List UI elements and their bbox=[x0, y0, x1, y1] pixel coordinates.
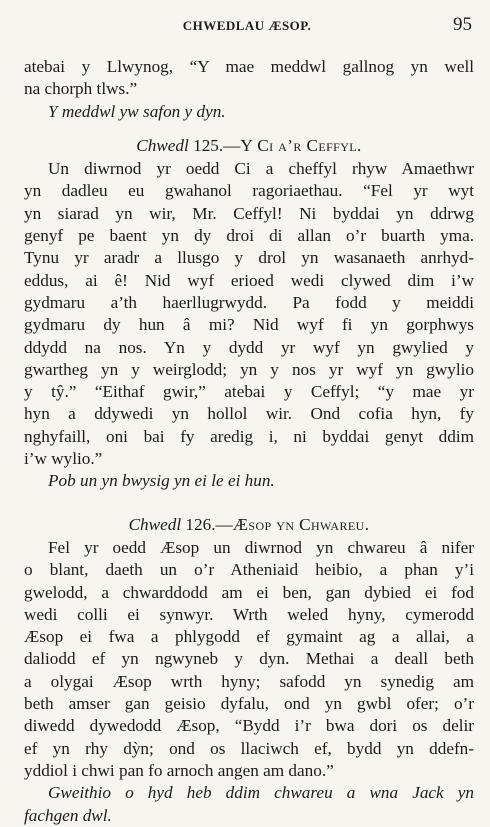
text-line: eddus, ai ê! Nid wyf erioed wedi clywed dim i’w bbox=[24, 270, 474, 290]
text-line: atebai y Llwynog, “Y mae meddwl gallnog yn well bbox=[24, 57, 474, 76]
page-body bbox=[24, 56, 474, 827]
text-line: ddydd na nos. Yn y dydd yr wyf yn gwylied y bbox=[24, 337, 474, 357]
text-line: nghyfaill, oni bai fy aredig i, ni byddai genyt ddim bbox=[24, 426, 474, 446]
fable-title: Y Ci a’r Ceffyl. bbox=[240, 135, 362, 155]
text-line: na chorph tlws.” bbox=[24, 79, 138, 99]
text-line: beth amser gan geisio dyfalu, ond yn gwbl ofer; o’r bbox=[24, 694, 474, 714]
text-line: gydmaru a’th haerllugrwydd. Pa fodd y meiddi bbox=[24, 292, 474, 312]
text-line: gwartheg yn y weirglodd; yn y nos yr wyf yn gwylio bbox=[24, 359, 474, 379]
section-gap bbox=[24, 493, 474, 507]
text-line: o blant, daeth un o’r Atheniaid heibio, a phan y’i bbox=[24, 560, 474, 580]
text-line: genyf pe baent yn dy droi di allan o’r buarth yma. bbox=[24, 226, 474, 246]
text-line: yddiol i chwi pan fo arnoch angen am dano.” bbox=[24, 760, 334, 780]
text-line: yn dadleu eu gwahanol ragoriaethau. “Fel yr wyt bbox=[24, 181, 474, 201]
text-line: Æsop ei fwa a phlygodd ef gymaint ag a allai, a bbox=[24, 627, 474, 647]
text-line: gydmaru dy hun â mi? Nid wyf fi yn gorphwys bbox=[24, 315, 474, 335]
text-line: Fel yr oedd Æsop un diwrnod yn chwareu â nifer bbox=[48, 537, 474, 557]
moral: fachgen dwl. bbox=[24, 805, 112, 825]
fable-label: Chwedl bbox=[128, 514, 182, 534]
text-line: y tŷ.” “Eithaf gwir,” atebai y Ceffyl; “y mae yr bbox=[24, 382, 474, 402]
fable-heading bbox=[24, 514, 474, 536]
fable-title: Æsop yn Chwareu. bbox=[232, 514, 370, 534]
running-title: CHWEDLAU ÆSOP. bbox=[182, 18, 312, 33]
text-line: gwelodd, a chwarddodd am ei ben, gan dybied ei fod bbox=[24, 582, 474, 602]
text-line: daliodd ef yn ngwyneb y dyn. Methai a deall beth bbox=[24, 649, 474, 669]
text-line: ef yn rhy dỳn; ond os llaciwch ef, bydd yn ddefn- bbox=[24, 738, 474, 758]
text-line: diwedd dywedodd Æsop, “Bydd i’r bwa dori os delir bbox=[24, 716, 474, 736]
page-header bbox=[22, 14, 472, 42]
text-line: a olygai Æsop wrth hyny; safodd yn synedig am bbox=[24, 671, 474, 691]
moral: Pob un yn bwysig yn ei le ei hun. bbox=[48, 471, 275, 491]
fable-126 bbox=[24, 514, 474, 827]
text-line: wedi colli ei synwyr. Wrth weled hyny, cymerodd bbox=[24, 604, 474, 624]
fable-number: 125.— bbox=[193, 135, 241, 155]
moral: Gweithio o hyd heb ddim chwareu a wna Jack yn bbox=[48, 783, 474, 803]
moral: Y meddwl yw safon y dyn. bbox=[48, 101, 226, 121]
text-line: i’w wylio.” bbox=[24, 449, 103, 469]
fable-number: 126.— bbox=[185, 514, 233, 534]
fable-125 bbox=[24, 135, 474, 493]
text-line: yn siarad yn wir, Mr. Ceffyl! Ni byddai yn ddrwg bbox=[24, 203, 474, 223]
text-line: Un diwrnod yr oedd Ci a cheffyl rhyw Amaethwr bbox=[48, 159, 474, 179]
previous-fable-ending bbox=[24, 56, 474, 123]
fable-heading bbox=[24, 135, 474, 157]
fable-label: Chwedl bbox=[136, 135, 189, 155]
page-number: 95 bbox=[453, 14, 472, 35]
text-line: Tynu yr aradr a llusgo y drol yn wasanaeth anrhyd- bbox=[24, 248, 474, 268]
text-line: hyn a ddywedi yn hollol wir. Ond cofia hyn, fy bbox=[24, 404, 474, 424]
